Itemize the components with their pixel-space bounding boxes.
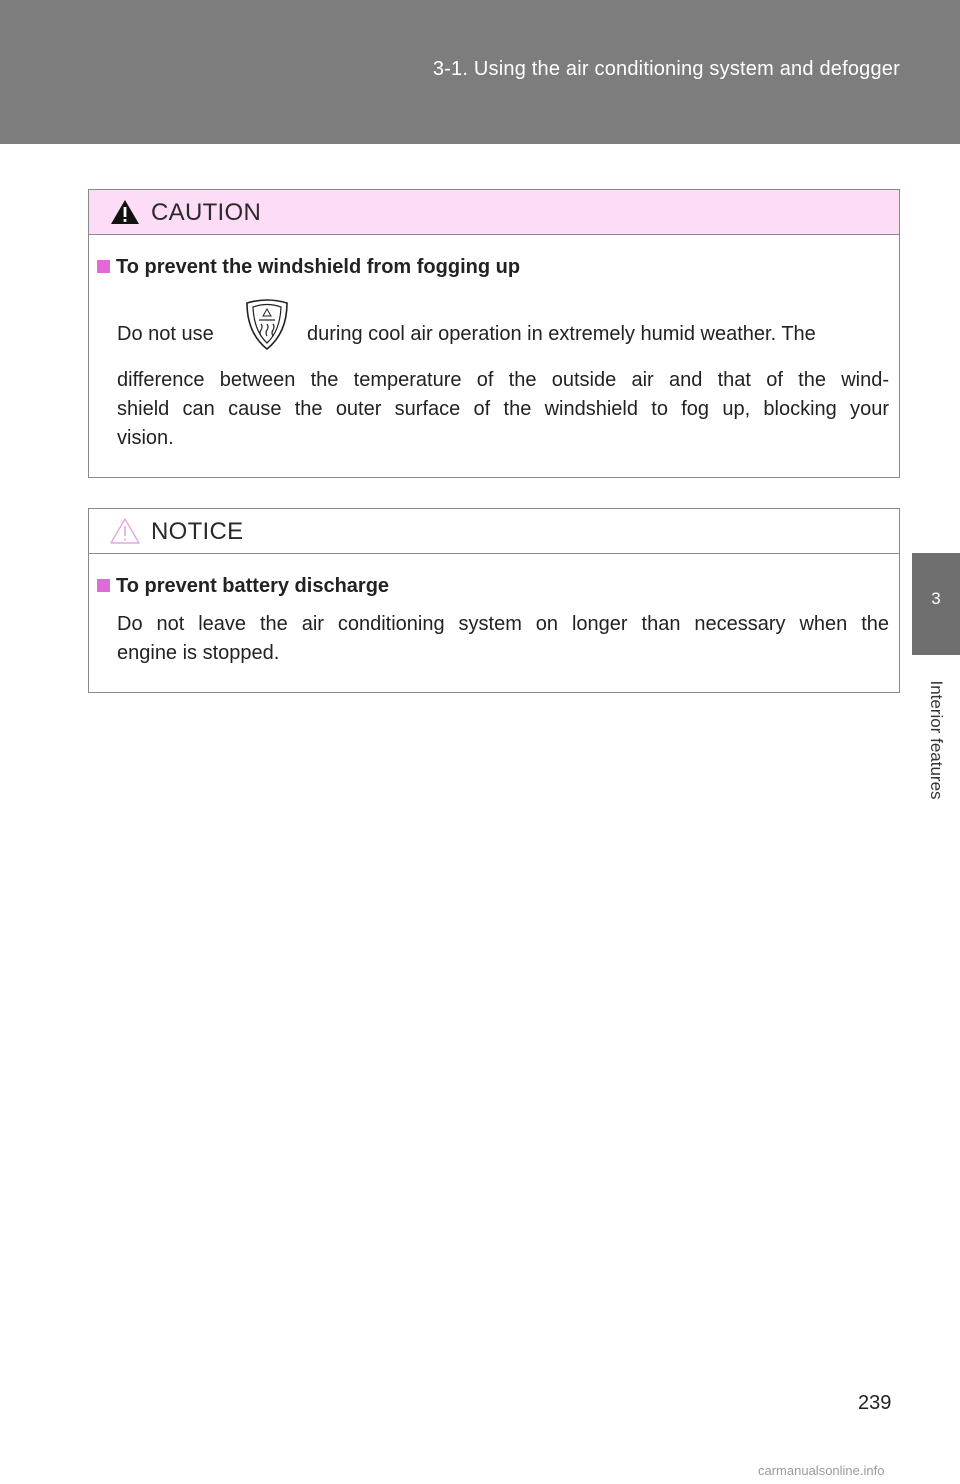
- notice-heading-text: To prevent battery discharge: [116, 575, 390, 597]
- chapter-label: Interior features: [927, 680, 946, 800]
- caution-label: CAUTION: [151, 199, 262, 226]
- bullet-square-icon: [97, 260, 110, 273]
- notice-header: [89, 509, 899, 554]
- warning-outline-icon: [109, 517, 141, 545]
- watermark: carmanualsonline.info: [758, 1463, 885, 1478]
- caution-box: [88, 189, 900, 478]
- notice-line-1: Do not leave the air conditioning system on longer than necessary when the: [117, 613, 889, 635]
- caution-line-1-before: Do not use: [117, 323, 214, 345]
- notice-line-2: engine is stopped.: [117, 642, 280, 664]
- chapter-number: 3: [931, 589, 941, 608]
- page-number: 239: [858, 1392, 892, 1414]
- caution-line-4: vision.: [117, 427, 174, 449]
- warning-filled-icon: [109, 198, 141, 226]
- caution-heading-text: To prevent the windshield from fogging up: [116, 256, 521, 278]
- bullet-square-icon: [97, 579, 110, 592]
- notice-label: NOTICE: [151, 518, 244, 545]
- notice-heading: [97, 575, 389, 598]
- section-title: 3-1. Using the air conditioning system and defogger: [432, 58, 900, 80]
- caution-line-3: shield can cause the outer surface of the windshield to fog up, blocking your: [117, 398, 889, 420]
- caution-line-1-after: during cool air operation in extremely humid weather. The: [307, 323, 816, 345]
- caution-body: [117, 366, 889, 453]
- notice-box: [88, 508, 900, 693]
- caution-heading: [97, 256, 520, 279]
- windshield-defogger-button-icon: [241, 297, 293, 353]
- page-header: [0, 0, 960, 144]
- caution-header: [89, 190, 899, 235]
- caution-line-1: [117, 323, 889, 346]
- chapter-tab: [912, 553, 960, 655]
- notice-body: [117, 610, 889, 668]
- caution-line-2: difference between the temperature of the outside air and that of the wind-: [117, 369, 889, 391]
